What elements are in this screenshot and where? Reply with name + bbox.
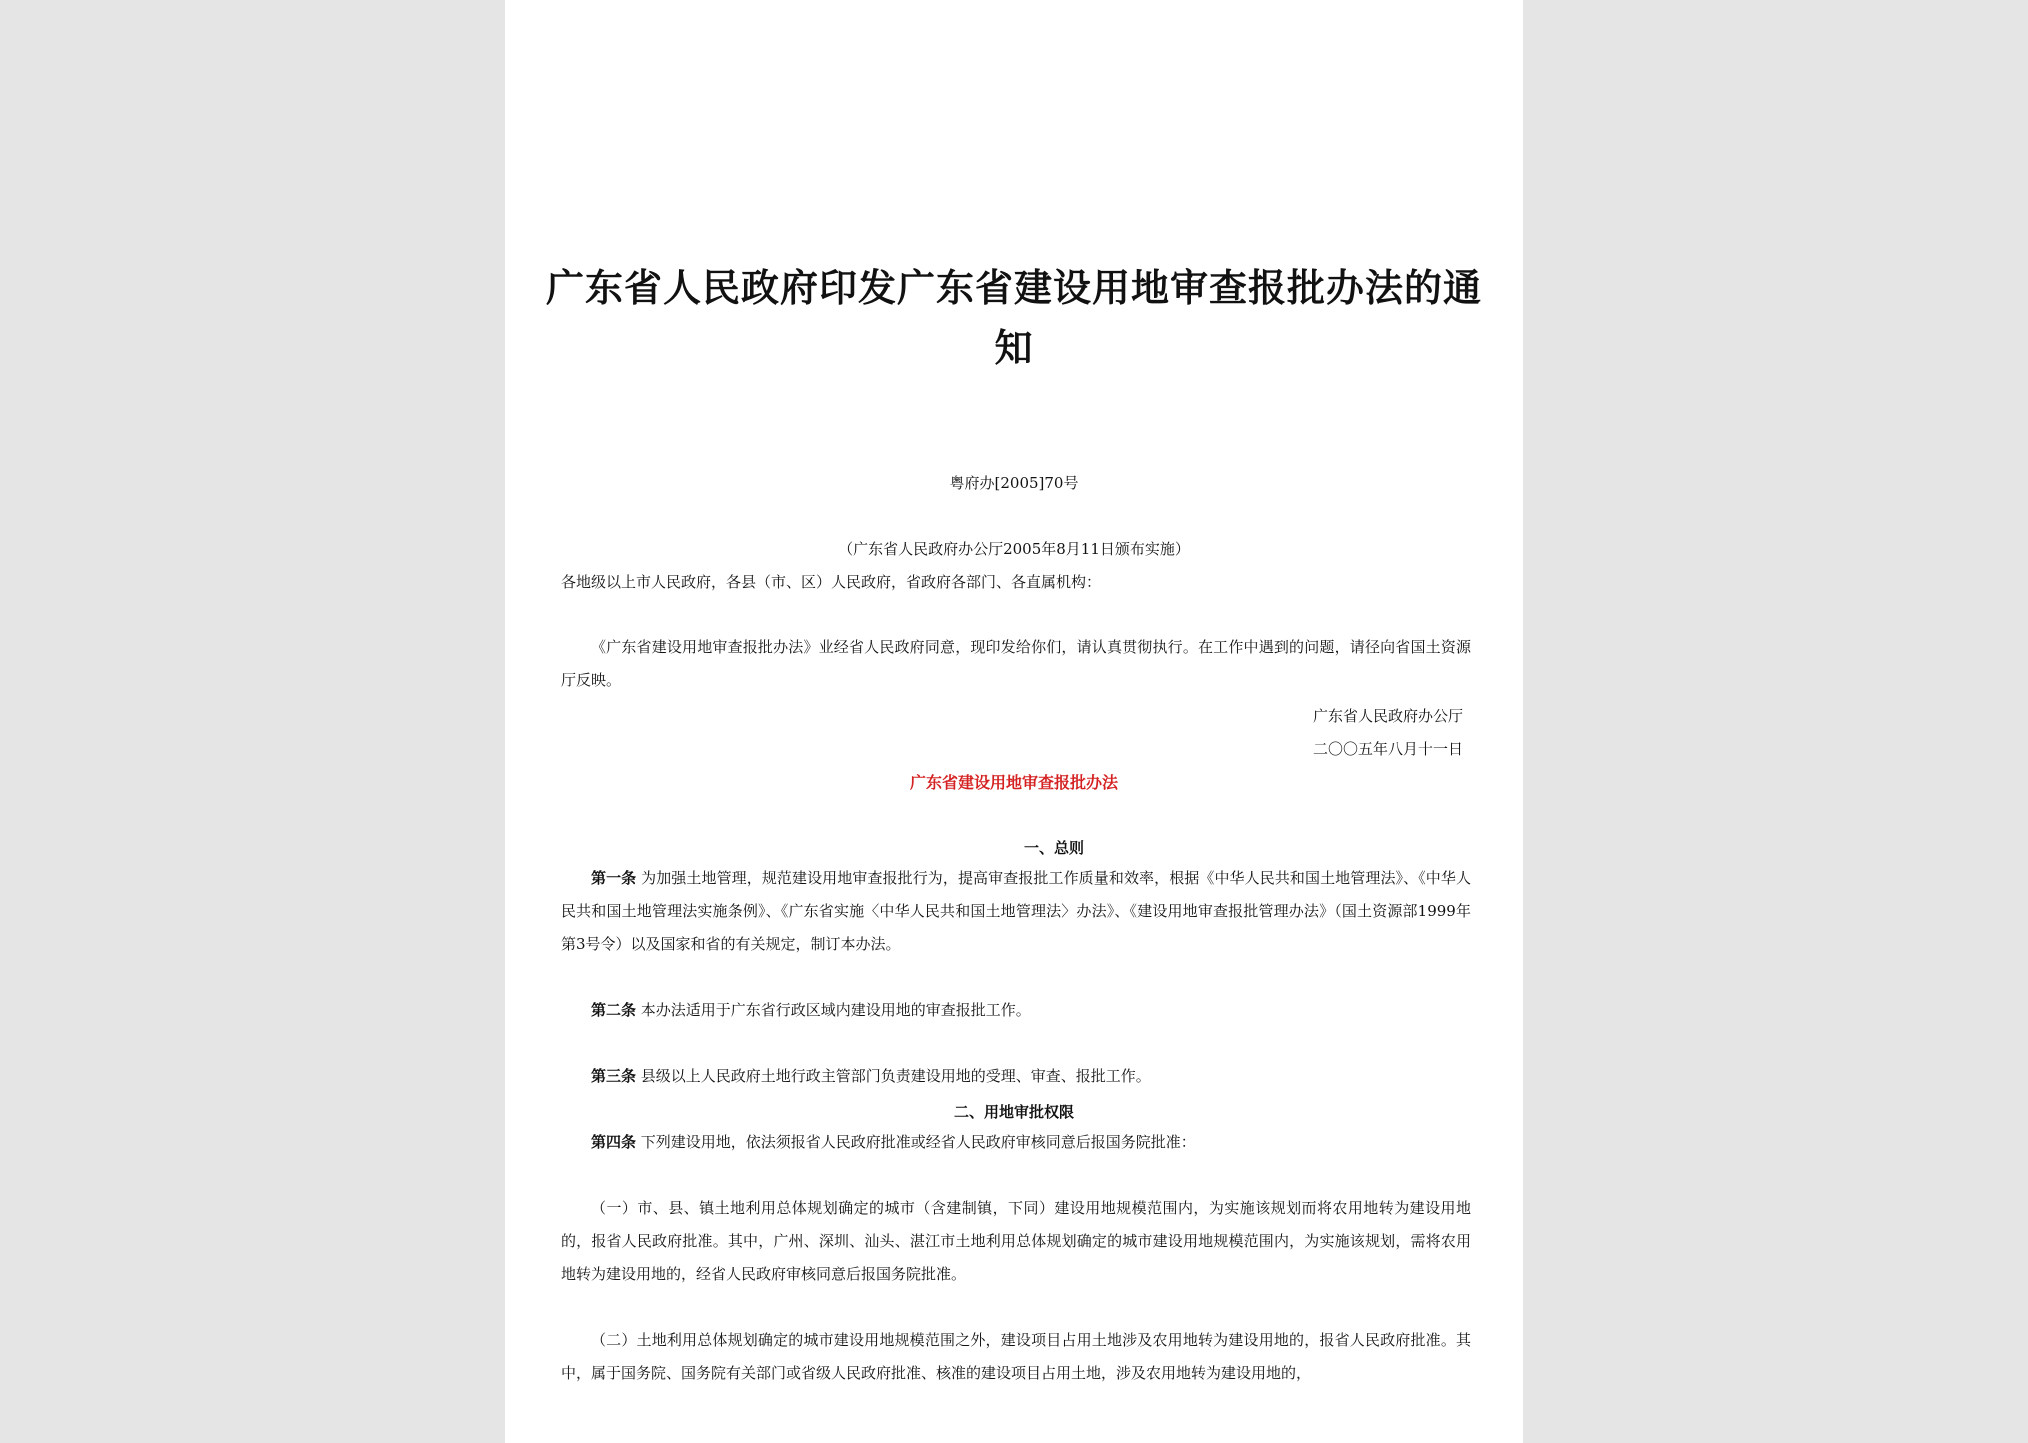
article-4-item-2: （二）土地利用总体规划确定的城市建设用地规模范围之外，建设项目占用土地涉及农用地转为建设用地的，报省人民政府批准。其中，属于国务院、国务院有关部门或省级人民政府批准、核准的建设项目占用土地，涉及农用地转为建设用地的， <box>561 1331 1471 1382</box>
document-number: 粤府办[2005]70号 <box>949 474 1079 492</box>
addressee: 各地级以上市人民政府，各县（市、区）人民政府，省政府各部门、各直属机构： <box>561 573 1102 591</box>
article-1 <box>561 862 1471 961</box>
article-2 <box>561 994 1471 1027</box>
article-2-text: 本办法适用于广东省行政区域内建设用地的审查报批工作。 <box>640 1001 1031 1019</box>
signer: 广东省人民政府办公厅 <box>1312 707 1463 725</box>
article-3-label: 第三条 <box>591 1067 637 1085</box>
intro-paragraph: 《广东省建设用地审查报批办法》业经省人民政府同意，现印发给你们，请认真贯彻执行。在工作中遇到的问题，请径向省国土资源厅反映。 <box>561 638 1471 689</box>
article-4 <box>561 1126 1471 1159</box>
measures-title: 广东省建设用地审查报批办法 <box>909 773 1118 792</box>
article-2-label: 第二条 <box>591 1001 637 1019</box>
chapter-heading-1: 一、总则 <box>1023 839 1084 857</box>
sign-date: 二〇〇五年八月十一日 <box>1312 740 1463 758</box>
article-4-label: 第四条 <box>591 1133 637 1151</box>
chapter-heading-2: 二、用地审批权限 <box>953 1103 1074 1121</box>
issue-note: （广东省人民政府办公厅2005年8月11日颁布实施） <box>838 540 1190 558</box>
article-4-item-1: （一）市、县、镇土地利用总体规划确定的城市（含建制镇，下同）建设用地规模范围内，为实施该规划而将农用地转为建设用地的，报省人民政府批准。其中，广州、深圳、汕头、湛江市土地利用总体规划确定的城市建设用地规模范围内，为实施该规划，需将农用地转为建设用地的，经省人民政府审核同意后报国务院批准。 <box>561 1199 1471 1283</box>
article-3-text: 县级以上人民政府土地行政主管部门负责建设用地的受理、审查、报批工作。 <box>640 1067 1151 1085</box>
article-1-label: 第一条 <box>591 869 637 887</box>
article-4-text: 下列建设用地，依法须报省人民政府批准或经省人民政府审核同意后报国务院批准： <box>640 1133 1196 1151</box>
document-page <box>505 0 1523 1443</box>
article-3 <box>561 1060 1471 1093</box>
document-title: 广东省人民政府印发广东省建设用地审查报批办法的通知 <box>545 265 1482 370</box>
article-1-text: 为加强土地管理，规范建设用地审查报批行为，提高审查报批工作质量和效率，根据《中华人民共和国土地管理法》、《中华人民共和国土地管理法实施条例》、《广东省实施〈中华人民共和国土地管理法〉办法》、《建设用地审查报批管理办法》（国土资源部1999年第3号令）以及国家和省的有关规定，制订本办法。 <box>561 869 1471 953</box>
